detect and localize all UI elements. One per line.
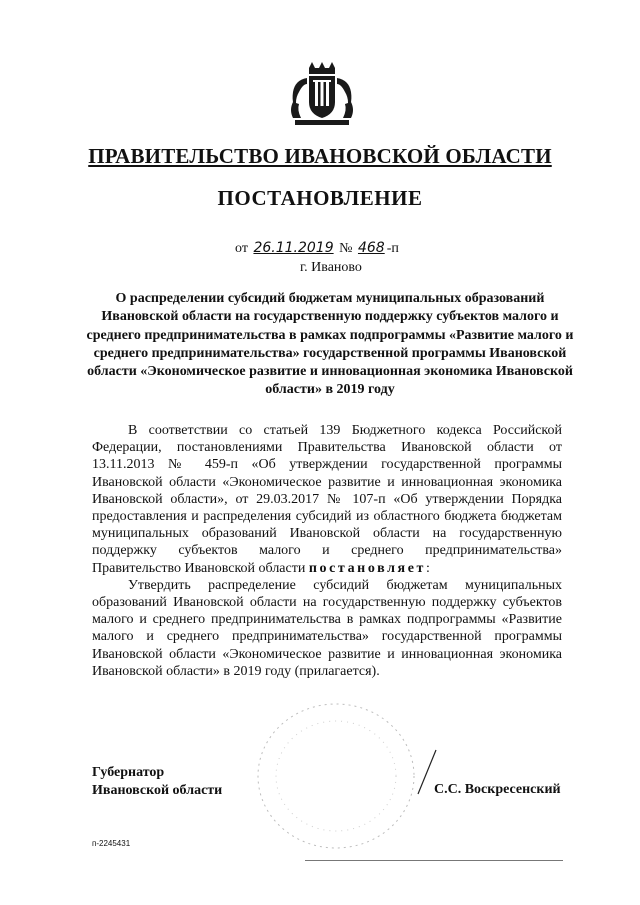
document-type-heading: ПОСТАНОВЛЕНИЕ [217, 186, 423, 210]
decree-word: постановляет [308, 560, 426, 576]
number-prefix: № [339, 241, 353, 256]
organization-title: ПРАВИТЕЛЬСТВО ИВАНОВСКОЙ ОБЛАСТИ [88, 144, 552, 168]
preamble-text: В соответствии со статьей 139 Бюджетного кодекса Российской Федерации, постановлениями Правительства Ивановской области от 13.11.2013 № 459-п «Об утверждении государственной программы Ивановской области «Экономическое развитие и инновационная экономика Ивановской области», от 29.03.2017 № 107-п «Об утверждении Порядка предоставления и распределения субсидий из областного бюджета бюджетам муниципальных образований Ивановской области на государственную поддержку субъектов малого и среднего предпринимательства» Правительство Ивановской области [92, 423, 562, 576]
signatory-title-line1: Губернатор [92, 765, 165, 780]
document-number: 468 [357, 240, 385, 256]
signatory-name: С.С. Воскресенский [434, 782, 561, 797]
date-number-line [235, 240, 399, 257]
official-seal-imprint [246, 696, 426, 856]
signatory-title [92, 764, 222, 800]
document-subject: О распределении субсидий бюджетам муниципальных образований Ивановской области на государственную поддержку субъектов малого и среднего предпринимательства в рамках подпрограммы «Развитие малого и среднего предпринимательства» государственной программы Ивановской области «Экономическое развитие и инновационная экономика Ивановской области» в 2019 году [86, 291, 574, 398]
document-body [92, 422, 562, 680]
coat-of-arms-icon [287, 62, 357, 130]
resolution-paragraph: Утвердить распределение субсидий бюджетам муниципальных образований Ивановской области на государственную поддержку субъектов малого и среднего предпринимательства в рамках подпрограммы «Развитие малого и среднего предпринимательства» государственной программы Ивановской области «Экономическое развитие и инновационная экономика Ивановской области» в 2019 году (прилагается). [92, 577, 562, 679]
document-date: 26.11.2019 [253, 240, 334, 256]
signatory-title-line2: Ивановской области [92, 783, 223, 798]
preamble-paragraph: В соответствии со статьей 139 Бюджетного кодекса Российской Федерации, постановлениями Правительства Ивановской области от 13.11.2013 № 459-п «Об утверждении государственной программы Ивановской области «Экономическое развитие и инновационная экономика Ивановской области», от 29.03.2017 № 107-п «Об утверждении Порядка предоставления и распределения субсидий из областного бюджета бюджетам муниципальных образований Ивановской области на государственную поддержку субъектов малого и среднего предпринимательства» Правительство Ивановской области постановляет: [92, 423, 562, 576]
city-name: г. Иваново [300, 260, 362, 275]
number-suffix: -п [386, 241, 399, 256]
document-code: п-2245431 [92, 839, 131, 848]
date-prefix: от [235, 241, 248, 256]
bottom-rule [305, 860, 563, 861]
